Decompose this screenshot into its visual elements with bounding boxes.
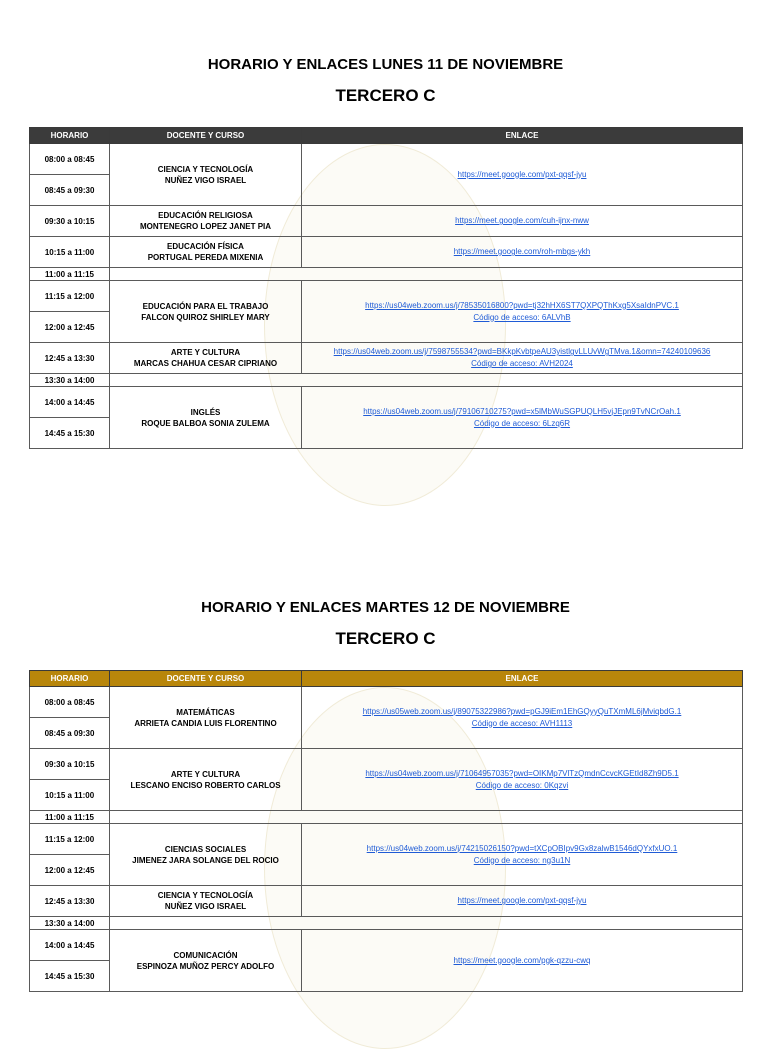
link-cell (302, 387, 743, 449)
link-cell (302, 206, 743, 237)
column-header: ENLACE (302, 128, 743, 144)
time-slot: 14:45 a 15:30 (30, 418, 110, 449)
course-name: EDUCACIÓN RELIGIOSA (158, 211, 253, 220)
course-name: CIENCIA Y TECNOLOGÍA (157, 891, 254, 900)
table-row (30, 886, 743, 917)
table-row (30, 387, 743, 418)
meeting-link[interactable]: https://meet.google.com/roh-mbgs-ykh (453, 247, 591, 256)
course-name: COMUNICACIÓN (173, 950, 238, 960)
course-name: ARTE Y CULTURA (170, 348, 241, 357)
time-slot: 14:00 a 14:45 (30, 387, 110, 418)
teacher-course-cell (110, 281, 302, 343)
teacher-course-cell (110, 824, 302, 886)
teacher-course-cell (110, 144, 302, 206)
access-code[interactable]: Código de acceso: AVH1113 (471, 718, 573, 728)
teacher-name: PORTUGAL PEREDA MIXENIA (147, 253, 264, 262)
link-cell (302, 930, 743, 992)
table-row (30, 687, 743, 718)
break-row (30, 268, 743, 281)
table-row (30, 281, 743, 312)
time-slot: 09:30 a 10:15 (30, 206, 110, 237)
link-cell (302, 281, 743, 343)
teacher-name: ESPINOZA MUÑOZ PERCY ADOLFO (136, 961, 275, 971)
time-slot: 08:00 a 08:45 (30, 687, 110, 718)
table-row (30, 824, 743, 855)
meeting-link[interactable]: https://us04web.zoom.us/j/71064957035?pwd=OIKMp7VlTzQmdnCcvcKGEtId8Zh9D5.1 (365, 768, 679, 778)
teacher-course-cell (110, 206, 302, 237)
schedule-table (29, 127, 743, 449)
break-row (30, 811, 743, 824)
time-slot: 12:00 a 12:45 (30, 312, 110, 343)
column-header: DOCENTE Y CURSO (110, 128, 302, 144)
schedule-title: HORARIO Y ENLACES MARTES 12 DE NOVIEMBRE (201, 599, 570, 616)
schedule-title: HORARIO Y ENLACES LUNES 11 DE NOVIEMBRE (207, 56, 564, 73)
time-slot: 11:15 a 12:00 (30, 281, 110, 312)
meeting-link[interactable]: https://meet.google.com/pxt-qqsf-jyu (457, 169, 587, 179)
time-slot: 12:45 a 13:30 (30, 886, 110, 917)
course-name: CIENCIA Y TECNOLOGÍA (157, 164, 254, 174)
course-name: EDUCACIÓN PARA EL TRABAJO (142, 301, 269, 311)
schedule-table (29, 670, 743, 992)
teacher-name: NUÑEZ VIGO ISRAEL (164, 902, 247, 911)
link-cell (302, 343, 743, 374)
meeting-link[interactable]: https://meet.google.com/pgk-qzzu-cwq (453, 955, 591, 965)
course-name: EDUCACIÓN FÍSICA (167, 242, 244, 251)
course-name: ARTE Y CULTURA (170, 769, 241, 779)
teacher-course-cell (110, 886, 302, 917)
link-cell (302, 749, 743, 811)
access-code[interactable]: Código de acceso: ng3u1N (473, 855, 571, 865)
course-name: CIENCIAS SOCIALES (164, 844, 247, 854)
time-slot: 08:00 a 08:45 (30, 144, 110, 175)
break-time: 13:30 a 14:00 (30, 374, 110, 387)
break-row (30, 374, 743, 387)
time-slot: 14:00 a 14:45 (30, 930, 110, 961)
time-slot: 08:45 a 09:30 (30, 175, 110, 206)
link-cell (302, 237, 743, 268)
break-time: 11:00 a 11:15 (30, 811, 110, 824)
access-code[interactable]: Código de acceso: 6ALVhB (473, 312, 571, 322)
link-cell (302, 886, 743, 917)
column-header: HORARIO (30, 128, 110, 144)
table-row (30, 206, 743, 237)
break-row (30, 917, 743, 930)
teacher-name: FALCON QUIROZ SHIRLEY MARY (141, 312, 270, 322)
schedule-subtitle: TERCERO C (335, 629, 436, 648)
table-row (30, 237, 743, 268)
time-slot: 08:45 a 09:30 (30, 718, 110, 749)
time-slot: 12:45 a 13:30 (30, 343, 110, 374)
teacher-course-cell (110, 749, 302, 811)
break-empty (110, 917, 743, 930)
teacher-name: MARCAS CHAHUA CESAR CIPRIANO (133, 359, 278, 368)
meeting-link[interactable]: https://us04web.zoom.us/j/79106710275?pwd=x5lMbWuSGPUQLH5vjJEpn9TvNCrOah.1 (363, 406, 681, 416)
access-code[interactable]: Código de acceso: 6Lzq6R (473, 418, 571, 428)
time-slot: 12:00 a 12:45 (30, 855, 110, 886)
meeting-link[interactable]: https://meet.google.com/cuh-ijnx-nww (455, 216, 589, 225)
time-slot: 14:45 a 15:30 (30, 961, 110, 992)
meeting-link[interactable]: https://us04web.zoom.us/j/7598755534?pwd=BKkpKvbtpeAU3yistlgvLLUvWgTMva.1&omn=74240109636 (333, 347, 711, 356)
access-code[interactable]: Código de acceso: 0Kqzvi (475, 780, 569, 790)
time-slot: 10:15 a 11:00 (30, 780, 110, 811)
time-slot: 09:30 a 10:15 (30, 749, 110, 780)
meeting-link[interactable]: https://us04web.zoom.us/j/78535016800?pwd=tj32hHX6ST7QXPQThKxg5XsaIdnPVC.1 (365, 300, 679, 310)
teacher-name: LESCANO ENCISO ROBERTO CARLOS (130, 780, 281, 790)
table-row (30, 749, 743, 780)
teacher-course-cell (110, 387, 302, 449)
teacher-course-cell (110, 687, 302, 749)
break-empty (110, 811, 743, 824)
teacher-course-cell (110, 237, 302, 268)
time-slot: 11:15 a 12:00 (30, 824, 110, 855)
table-row (30, 930, 743, 961)
course-name: INGLÉS (190, 407, 221, 417)
meeting-link[interactable]: https://meet.google.com/pxt-qqsf-jyu (457, 896, 587, 905)
table-row (30, 343, 743, 374)
course-name: MATEMÁTICAS (176, 707, 235, 717)
column-header: HORARIO (30, 671, 110, 687)
break-empty (110, 268, 743, 281)
break-empty (110, 374, 743, 387)
column-header: ENLACE (302, 671, 743, 687)
break-time: 11:00 a 11:15 (30, 268, 110, 281)
column-header: DOCENTE Y CURSO (110, 671, 302, 687)
teacher-name: ROQUE BALBOA SONIA ZULEMA (141, 418, 270, 428)
link-cell (302, 824, 743, 886)
meeting-link[interactable]: https://us05web.zoom.us/j/89075322986?pwd=pGJ9iEm1EhGQyyQuTXmML6jMviqbdG.1 (362, 706, 682, 716)
link-cell (302, 687, 743, 749)
schedule-subtitle: TERCERO C (335, 86, 436, 105)
teacher-name: ARRIETA CANDIA LUIS FLORENTINO (134, 718, 277, 728)
table-row (30, 144, 743, 175)
teacher-name: JIMENEZ JARA SOLANGE DEL ROCIO (132, 855, 279, 865)
access-code[interactable]: Código de acceso: AVH2024 (471, 359, 573, 368)
meeting-link[interactable]: https://us04web.zoom.us/j/74215026150?pwd=tXCpOBIpv9Gx8zalwB1546dQYxfxUO.1 (366, 843, 678, 853)
teacher-name: NUÑEZ VIGO ISRAEL (164, 175, 247, 185)
link-cell (302, 144, 743, 206)
teacher-course-cell (110, 930, 302, 992)
time-slot: 10:15 a 11:00 (30, 237, 110, 268)
teacher-course-cell (110, 343, 302, 374)
table-header-row (30, 128, 743, 144)
break-time: 13:30 a 14:00 (30, 917, 110, 930)
table-header-row (30, 671, 743, 687)
teacher-name: MONTENEGRO LOPEZ JANET PIA (139, 222, 272, 231)
